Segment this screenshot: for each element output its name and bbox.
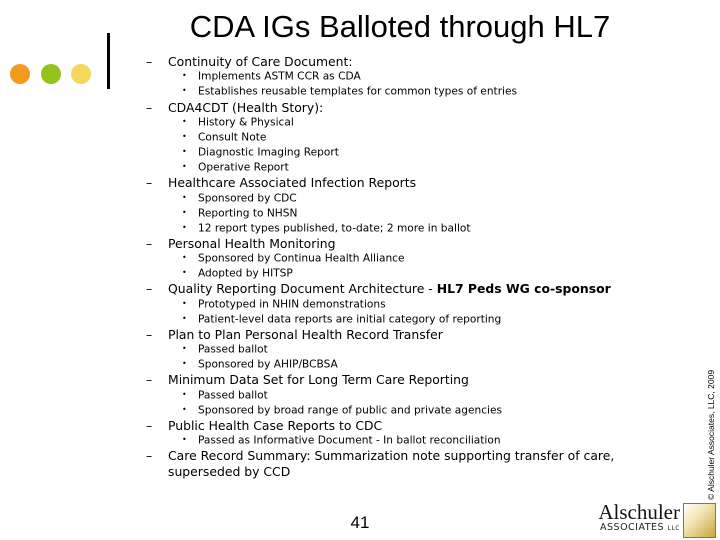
item-label: Care Record Summary: Summarization note supporting transfer of care, superseded by CCD bbox=[168, 448, 615, 479]
list-item bbox=[146, 100, 686, 115]
orange-dot-icon bbox=[10, 64, 30, 84]
list-item bbox=[146, 327, 686, 342]
sub-list-item bbox=[182, 160, 686, 175]
bullet-marker: • bbox=[182, 71, 187, 81]
sub-item-text: Adopted by HITSP bbox=[198, 267, 293, 280]
sub-list-item bbox=[182, 342, 686, 357]
logo-sub bbox=[598, 522, 680, 533]
sub-item-text: Passed as Informative Document - In ballot reconciliation bbox=[198, 434, 501, 447]
sub-list-item bbox=[182, 297, 686, 312]
sub-item-text: Sponsored by Continua Health Alliance bbox=[198, 252, 405, 265]
bullet-marker: • bbox=[182, 344, 187, 354]
logo-name: Alschuler bbox=[598, 500, 680, 524]
dash-marker: – bbox=[146, 417, 153, 433]
sun-logo-icon bbox=[683, 503, 716, 538]
sub-list-item bbox=[182, 357, 686, 372]
dash-marker: – bbox=[146, 54, 153, 69]
sub-list bbox=[146, 388, 686, 418]
sub-list-item bbox=[182, 403, 686, 418]
sub-list bbox=[146, 251, 686, 281]
bullet-marker: • bbox=[182, 192, 187, 202]
item-label: CDA4CDT (Health Story): bbox=[168, 99, 324, 115]
bullet-marker: • bbox=[182, 313, 187, 323]
bullet-marker: • bbox=[182, 132, 187, 141]
sub-item-text: 12 report types published, to-date; 2 more in ballot bbox=[198, 222, 471, 235]
sub-list bbox=[146, 115, 686, 175]
item-label: Healthcare Associated Infection Reports bbox=[168, 175, 417, 191]
sub-list-item bbox=[182, 145, 686, 160]
bullet-marker: • bbox=[182, 222, 187, 232]
sub-item-text: Reporting to NHSN bbox=[198, 207, 298, 220]
dash-marker: – bbox=[146, 235, 153, 251]
bullet-marker: • bbox=[182, 162, 187, 172]
item-emphasis: HL7 Peds WG co-sponsor bbox=[436, 281, 611, 297]
dash-marker: – bbox=[146, 281, 153, 297]
bullet-marker: • bbox=[182, 404, 187, 414]
bullet-marker: • bbox=[182, 207, 187, 217]
slide-title: CDA IGs Balloted through HL7 bbox=[189, 9, 611, 44]
list-item bbox=[146, 418, 686, 433]
sub-item-text: History & Physical bbox=[198, 116, 294, 129]
bullet-marker: • bbox=[182, 359, 187, 369]
sub-item-text: Establishes reusable templates for common types of entries bbox=[198, 85, 518, 98]
page-number: 41 bbox=[350, 513, 370, 532]
bullet-marker: • bbox=[182, 435, 187, 445]
item-label: Plan to Plan Personal Health Record Transfer bbox=[168, 326, 443, 342]
bullet-marker: • bbox=[182, 298, 187, 308]
sub-item-text: Consult Note bbox=[198, 131, 267, 144]
sub-item-text: Passed ballot bbox=[198, 343, 268, 356]
bullet-marker: • bbox=[182, 268, 187, 278]
sub-list-item bbox=[182, 130, 686, 145]
title-divider bbox=[107, 33, 110, 89]
company-logo bbox=[598, 502, 680, 533]
logo-suffix: LLC bbox=[667, 525, 680, 532]
dash-marker: – bbox=[146, 448, 153, 464]
sub-list-item bbox=[182, 433, 686, 448]
item-label: Personal Health Monitoring bbox=[168, 235, 336, 251]
sub-list bbox=[146, 69, 686, 99]
list-item bbox=[146, 448, 686, 479]
sub-list bbox=[146, 297, 686, 327]
dash-marker: – bbox=[146, 175, 153, 191]
sub-item-text: Patient-level data reports are initial category of reporting bbox=[198, 313, 502, 326]
sub-list-item bbox=[182, 69, 686, 84]
copyright-notice: © Alschuler Associates, LLC, 2009 bbox=[706, 369, 716, 500]
sub-item-text: Sponsored by CDC bbox=[198, 191, 297, 204]
logo-sub-text: ASSOCIATES bbox=[600, 522, 665, 533]
sub-list-item bbox=[182, 266, 686, 281]
sub-list-item bbox=[182, 388, 686, 403]
sub-item-text: Implements ASTM CCR as CDA bbox=[198, 70, 361, 83]
sub-item-text: Operative Report bbox=[198, 161, 289, 174]
list-item bbox=[146, 236, 686, 251]
sub-list-item bbox=[182, 191, 686, 206]
sub-list-item bbox=[182, 115, 686, 130]
item-label: Continuity of Care Document: bbox=[168, 54, 353, 69]
list-item bbox=[146, 175, 686, 190]
sub-list-item bbox=[182, 221, 686, 236]
item-label: Quality Reporting Document Architecture - bbox=[168, 281, 437, 297]
sub-list bbox=[146, 191, 686, 236]
item-label: Public Health Case Reports to CDC bbox=[168, 417, 383, 433]
sub-list bbox=[146, 433, 686, 448]
sub-list-item bbox=[182, 206, 686, 221]
list-item bbox=[146, 372, 686, 387]
sub-item-text: Passed ballot bbox=[198, 389, 268, 402]
bullet-list bbox=[146, 54, 686, 479]
bullet-marker: • bbox=[182, 86, 187, 96]
sub-list-item bbox=[182, 312, 686, 327]
sub-list-item bbox=[182, 84, 686, 99]
bullet-marker: • bbox=[182, 389, 187, 399]
dash-marker: – bbox=[146, 99, 153, 115]
green-dot-icon bbox=[41, 64, 61, 84]
bullet-marker: • bbox=[182, 253, 187, 263]
sub-list bbox=[146, 342, 686, 372]
list-item bbox=[146, 54, 686, 69]
list-item bbox=[146, 281, 686, 296]
sub-item-text: Sponsored by AHIP/BCBSA bbox=[198, 358, 338, 371]
dash-marker: – bbox=[146, 372, 153, 388]
sub-item-text: Prototyped in NHIN demonstrations bbox=[198, 298, 386, 311]
dash-marker: – bbox=[146, 326, 153, 342]
sub-item-text: Diagnostic Imaging Report bbox=[198, 146, 339, 159]
yellow-dot-icon bbox=[71, 64, 91, 84]
bullet-marker: • bbox=[182, 147, 187, 157]
bullet-marker: • bbox=[182, 116, 187, 126]
item-label: Minimum Data Set for Long Term Care Reporting bbox=[168, 372, 469, 388]
sub-list-item bbox=[182, 251, 686, 266]
sub-item-text: Sponsored by broad range of public and private agencies bbox=[198, 404, 503, 417]
